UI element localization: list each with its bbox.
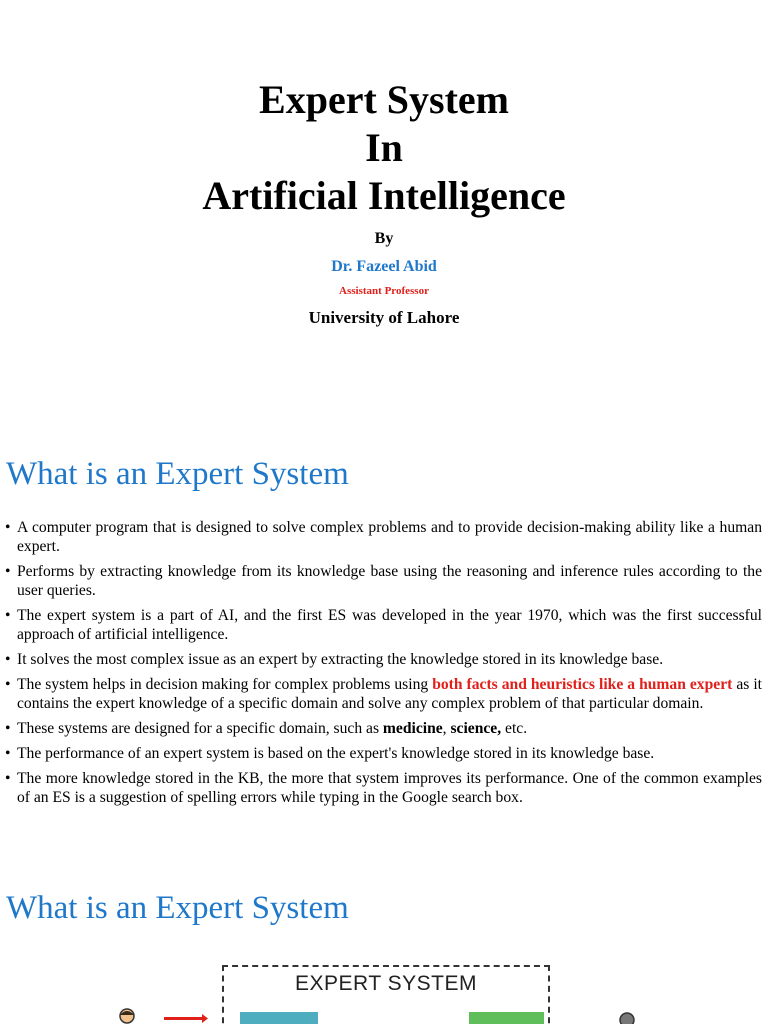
title-slide [0,0,768,428]
title-line-3: Artificial Intelligence [202,173,566,218]
expert-system-label: EXPERT SYSTEM [295,972,477,995]
bullet-item [4,744,762,763]
bullet-text: The performance of an expert system is based on the expert's knowledge stored in its knowledge base. [17,745,655,762]
bullet-text: The expert system is a part of AI, and the first ES was developed in the year 1970, which was the first successful approach of artificial intelligence. [17,607,762,643]
bold-term-medicine: medicine [382,720,443,737]
bullet-item [4,606,762,644]
bullet-item [4,675,762,713]
bullet-dot: • [5,563,11,580]
bullet-item [4,769,762,807]
bullet-dot: • [5,651,11,668]
bullet-item [4,518,762,556]
bullet-dot: • [5,770,11,787]
bullet-text: A computer program that is designed to solve complex problems and to provide decision-making ability like a human expert. [17,519,762,555]
bullet-item [4,719,762,738]
bullet-dot: • [5,720,11,737]
title-line-2: In [365,125,403,170]
user-query-arrow-icon [164,1014,208,1024]
inference-engine-block [469,1012,544,1024]
university-name: University of Lahore [308,308,460,327]
bold-term-science: science, [450,720,502,737]
bullet-text-before: The system helps in decision making for complex problems using [17,676,433,693]
expert-icon [612,1010,642,1024]
bullet-dot: • [5,519,11,536]
knowledge-base-block [240,1012,318,1024]
bullet-list [4,518,762,813]
bullet-text: Performs by extracting knowledge from its knowledge base using the reasoning and inference rules according to the user queries. [17,563,762,599]
bullet-text-after: as it contains the expert knowledge of a specific domain and solve any complex problem of that particular domain. [17,676,763,712]
bullet-text: The more knowledge stored in the KB, the more that system improves its performance. One of the common examples of an ES is a suggestion of spelling errors while typing in the Google search box. [17,770,762,806]
bullet-text: It solves the most complex issue as an expert by extracting the knowledge stored in its knowledge base. [17,651,664,668]
bullet-item [4,562,762,600]
author-position: Assistant Professor [339,285,429,297]
bullet-dot: • [5,607,11,624]
bullet-item [4,650,762,669]
bullet-dot: • [5,676,11,693]
bullet-text-after: etc. [501,720,528,737]
diagram-slide [0,864,768,1024]
slide-heading: What is an Expert System [6,456,349,492]
bullet-text-before: These systems are designed for a specific domain, such as [17,720,383,737]
highlighted-phrase: both facts and heuristics like a human expert [432,676,733,693]
author-name: Dr. Fazeel Abid [331,258,437,275]
user-icon [112,1006,142,1024]
bullet-separator: , [442,720,451,737]
title-line-1: Expert System [259,77,509,122]
definition-slide [0,428,768,864]
bullet-dot: • [5,745,11,762]
slide-heading: What is an Expert System [6,890,349,926]
by-label: By [374,230,394,247]
